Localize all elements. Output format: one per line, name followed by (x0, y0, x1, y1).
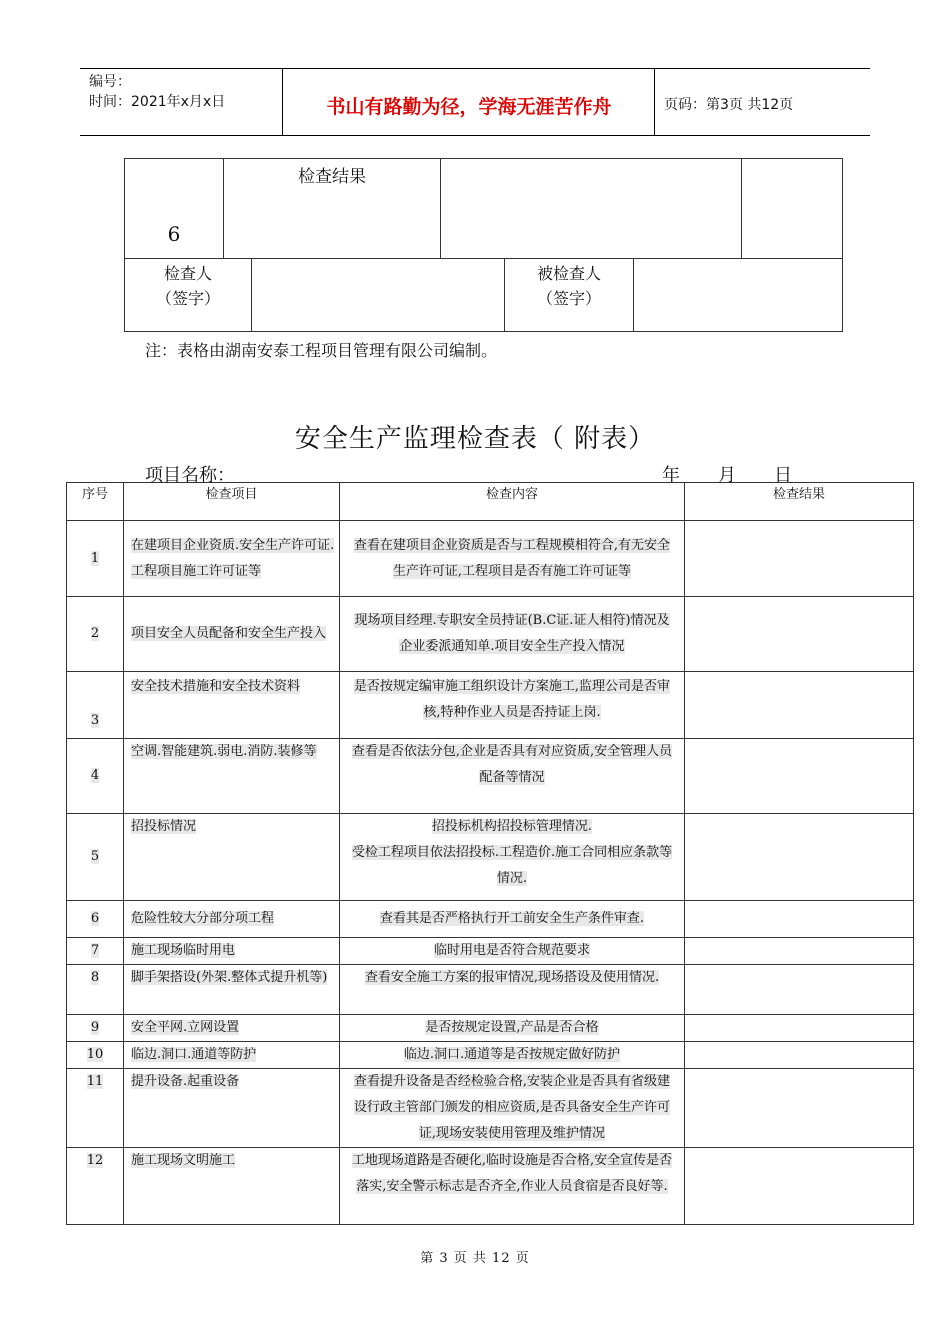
table-row (67, 1015, 914, 1042)
row-content: 现场项目经理.专职安全员持证(B.C证.证人相符)情况及企业委派通知单.项目安全生产投入情况 (340, 597, 685, 672)
project-name-label: 项目名称： (145, 465, 235, 486)
signature-row (125, 259, 843, 332)
header-page-info: 页码：第3页 共12页 (664, 97, 794, 113)
date-year: 年 (662, 465, 680, 486)
row-number-cell (125, 159, 224, 259)
table-note: 注：表格由湖南安泰工程项目管理有限公司编制。 (145, 341, 498, 360)
row-item: 招投标情况 (124, 814, 340, 901)
inspectee-sign: （签字） (536, 289, 601, 308)
table-row (67, 1069, 914, 1148)
row-content: 查看是否依法分包,企业是否具有对应资质,安全管理人员配备等情况 (340, 739, 685, 814)
header-divider (282, 69, 283, 136)
row-content: 临边.洞口.通道等是否按规定做好防护 (340, 1042, 685, 1069)
row-result[interactable] (685, 814, 914, 901)
row-no: 10 (67, 1042, 124, 1069)
table-row (67, 1148, 914, 1225)
inspector-sign: （签字） (155, 289, 220, 308)
header-no: 序号 (67, 483, 124, 521)
table-row (67, 938, 914, 965)
doc-number-label: 编号： (89, 74, 131, 90)
row-no: 7 (67, 938, 124, 965)
form-title: 安全生产监理检查表（ 附表） (294, 424, 656, 454)
row-result[interactable] (685, 521, 914, 597)
date-month: 月 (718, 465, 736, 486)
row-result[interactable] (685, 965, 914, 1015)
row-no: 5 (67, 814, 124, 901)
inspectee-label: 被检查人 (536, 264, 601, 283)
result-label-cell (224, 159, 441, 259)
row-result[interactable] (685, 901, 914, 938)
row-item: 空调.智能建筑.弱电.消防.装修等 (124, 739, 340, 814)
header-bottom-rule (80, 135, 870, 136)
continued-check-table (124, 158, 843, 332)
header-motto: 书山有路勤为径，学海无涯苦作舟 (326, 96, 612, 118)
row-result[interactable] (685, 1148, 914, 1225)
header-content: 检查内容 (340, 483, 685, 521)
row-result[interactable] (685, 1015, 914, 1042)
table-row (67, 965, 914, 1015)
time-label: 时间：2021年x月x日 (89, 94, 226, 110)
header-divider (654, 69, 655, 136)
row-no: 6 (67, 901, 124, 938)
inspector-label-cell (125, 259, 252, 331)
inspectee-label-cell (505, 259, 634, 331)
row-number: 6 (167, 222, 181, 246)
row-content: 是否按规定设置,产品是否合格 (340, 1015, 685, 1042)
row-no: 11 (67, 1069, 124, 1148)
row-no: 8 (67, 965, 124, 1015)
row-item: 项目安全人员配备和安全生产投入 (124, 597, 340, 672)
row-result[interactable] (685, 1042, 914, 1069)
row-item: 安全平网.立网设置 (124, 1015, 340, 1042)
row-content: 查看提升设备是否经检验合格,安装企业是否具有省级建设行政主管部门颁发的相应资质,是否具备安全生产许可证,现场安装使用管理及维护情况 (340, 1069, 685, 1148)
safety-check-table (66, 482, 914, 1225)
inspectee-signature-field[interactable] (634, 259, 843, 331)
row-result[interactable] (685, 1069, 914, 1148)
row-no: 4 (67, 739, 124, 814)
row-content: 工地现场道路是否硬化,临时设施是否合格,安全宣传是否落实,安全警示标志是否齐全,作业人员食宿是否良好等. (340, 1148, 685, 1225)
result-label: 检查结果 (298, 167, 366, 187)
header-meta (89, 72, 225, 112)
table-header-row (67, 483, 914, 521)
row-item: 安全技术措施和安全技术资料 (124, 672, 340, 739)
row-content: 是否按规定编审施工组织设计方案施工,监理公司是否审核,特种作业人员是否持证上岗. (340, 672, 685, 739)
row-result[interactable] (685, 597, 914, 672)
row-content: 查看其是否严格执行开工前安全生产条件审查. (340, 901, 685, 938)
row-item: 在建项目企业资质.安全生产许可证.工程项目施工许可证等 (124, 521, 340, 597)
row-no: 9 (67, 1015, 124, 1042)
header-top-rule (80, 68, 870, 69)
row-item: 施工现场文明施工 (124, 1148, 340, 1225)
result-content-cell[interactable] (441, 159, 742, 259)
table-row (67, 1042, 914, 1069)
table-row (67, 672, 914, 739)
result-extra-cell[interactable] (742, 159, 843, 259)
row-result[interactable] (685, 672, 914, 739)
header-item: 检查项目 (124, 483, 340, 521)
row-item: 施工现场临时用电 (124, 938, 340, 965)
inspector-signature-field[interactable] (252, 259, 505, 331)
row-item: 临边.洞口.通道等防护 (124, 1042, 340, 1069)
row-item: 危险性较大分部分项工程 (124, 901, 340, 938)
row-content: 查看安全施工方案的报审情况,现场搭设及使用情况. (340, 965, 685, 1015)
row-content: 临时用电是否符合规范要求 (340, 938, 685, 965)
table-row (67, 901, 914, 938)
table-row (67, 597, 914, 672)
page-footer: 第 3 页 共 12 页 (420, 1251, 530, 1266)
row-content: 查看在建项目企业资质是否与工程规模相符合,有无安全生产许可证,工程项目是否有施工许可证等 (340, 521, 685, 597)
row-no: 2 (67, 597, 124, 672)
row-no: 1 (67, 521, 124, 597)
table-row (67, 739, 914, 814)
row-no: 12 (67, 1148, 124, 1225)
row-content: 招投标机构招投标管理情况. 受检工程项目依法招投标.工程造价.施工合同相应条款等情况. (340, 814, 685, 901)
row-item: 提升设备.起重设备 (124, 1069, 340, 1148)
row-result[interactable] (685, 739, 914, 814)
row-item: 脚手架搭设(外架.整体式提升机等) (124, 965, 340, 1015)
inspector-label: 检查人 (163, 264, 212, 283)
row-no: 3 (67, 672, 124, 739)
table-row (67, 521, 914, 597)
header-result: 检查结果 (685, 483, 914, 521)
table-row (67, 814, 914, 901)
row-result[interactable] (685, 938, 914, 965)
date-day: 日 (774, 465, 792, 486)
